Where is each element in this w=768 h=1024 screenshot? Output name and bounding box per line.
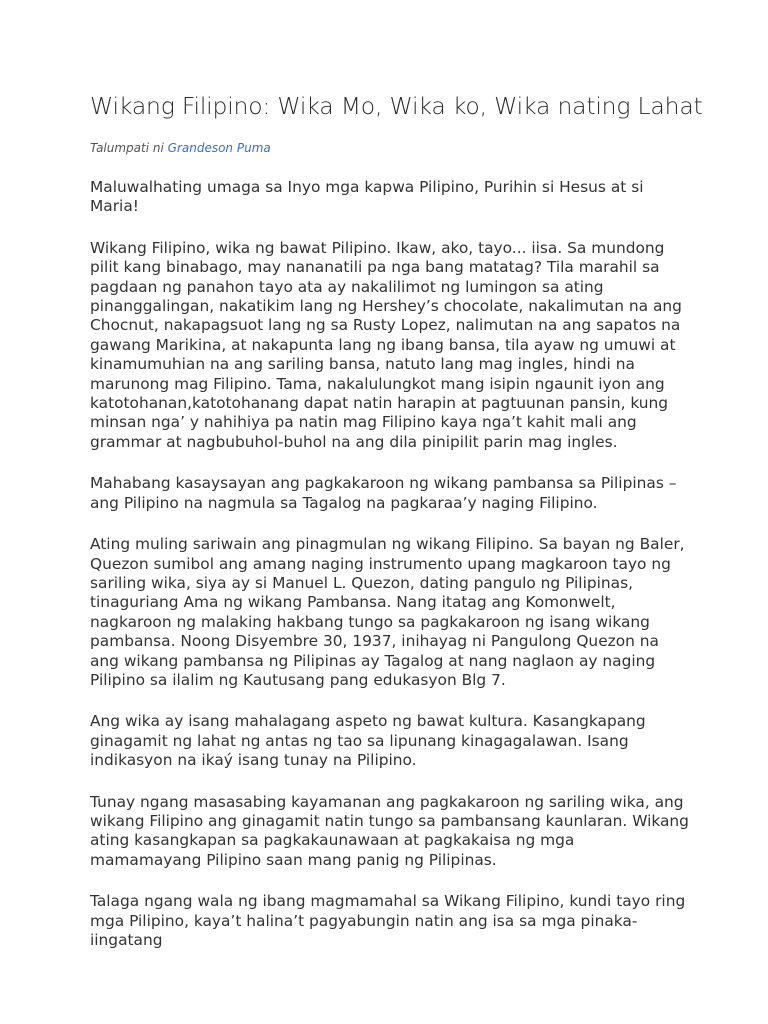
paragraph: Maluwalhating umaga sa Inyo mga kapwa Pilipino, Purihin si Hesus at si Maria! [90,178,644,216]
paragraph: Ang wika ay isang mahalagang aspeto ng bawat kultura. Kasangkapang ginagamit ng lahat ng antas ng tao sa lipunang kinagagalawan. Isang indikasyon na ikaý isang tunay na Pilipino. [90,712,646,770]
paragraph: Tunay ngang masasabing kayamanan ang pagkakaroon ng sariling wika, ang wikang Filipino ang ginagamit natin tungo sa pambansang kaunlaran. Wikang ating kasangkapan sa pagkakaunawaan at pagkakaisa ng mga mamamayang Pilipino saan mang panig ng Pilipinas. [90,792,689,869]
byline-prefix: Talumpati ni [90,141,168,155]
paragraph: Mahabang kasaysayan ang pagkakaroon ng wikang pambansa sa Pilipinas – ang Pilipino na nagmula sa Tagalog na pagkaraa’y naging Filipino. [90,474,677,512]
paragraph: Talaga ngang wala ng ibang magmamahal sa Wikang Filipino, kundi tayo ring mga Pilipino, kaya’t halina’t pagyabungin natin ang isa sa mga pinaka-iingatang [90,892,686,949]
author-link[interactable]: Grandeson Puma [167,141,271,155]
document-body [90,178,690,972]
paragraph: Wikang Filipino, wika ng bawat Pilipino. Ikaw, ako, tayo... iisa. Sa mundong pilit kang binabago, may nananatili pa nga bang matatag? Tila marahil sa pagdaan ng panahon tayo ata ay nakalilimot ng lumingon sa ating pinanggalingan, nakatikim lang ng Hershey’s chocolate, nakalimutan na ang Chocnut, nakapagsuot lang ng sa Rusty Lopez, nalimutan na ang sapatos na gawang Marikina, at nakapunta lang ng ibang bansa, tila ayaw ng umuwi at kinamumuhian na ang sariling bansa, natuto lang mag ingles, hindi na marunong mag Filipino. Tama, nakalulungkot mang isipin ngaunit iyon ang katotohanan,katotohanang dapat natin harapin at pagtuunan pansin, kung minsan nga’ y nahihiya pa natin mag Filipino kaya nga’t kahit mali ang grammar at nagbubuhol-buhol na ang dila pinipilit parin mag ingles. [90,238,682,451]
paragraph: Ating muling sariwain ang pinagmulan ng wikang Filipino. Sa bayan ng Baler, Quezon sumibol ang amang naging instrumento upang magkaroon tayo ng sariling wika, siya ay si Manuel L. Quezon, dating pangulo ng Pilipinas, tinaguriang Ama ng wikang Pambansa. Nang itatag ang Komonwelt, nagkaroon ng malaking hakbang tungo sa pagkakaroon ng isang wikang pambansa. Noong Disyembre 30, 1937, inihayag ni Pangulong Quezon na ang wikang pambansa ng Pilipinas ay Tagalog at nang naglaon ay naging Pilipino sa ilalim ng Kautusang pang edukasyon Blg 7. [90,535,685,689]
byline [90,138,271,158]
document-title: Wikang Filipino: Wika Mo, Wika ko, Wika nating Lahat [90,92,703,120]
